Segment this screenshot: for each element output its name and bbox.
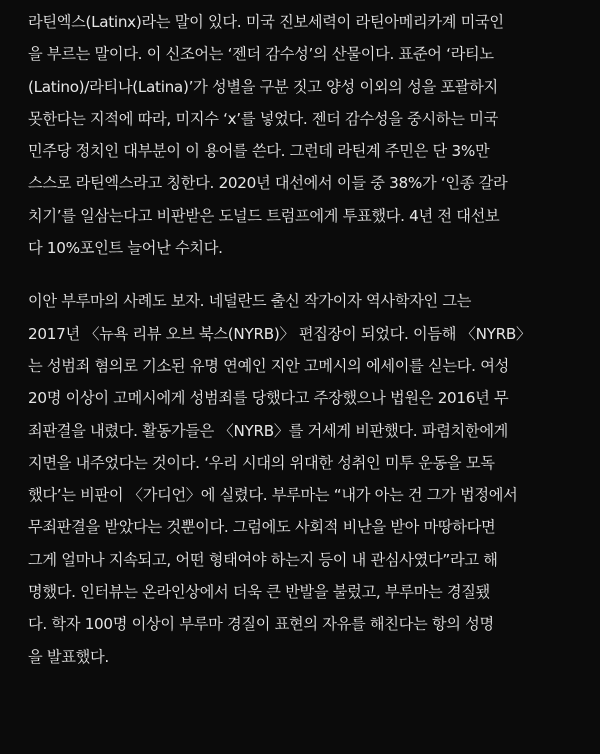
paragraph-buruma: [28, 285, 584, 673]
text-line: 지면을 내주었다는 것이다. ‘우리 시대의 위대한 성취인 미투 운동을 모독: [28, 453, 495, 472]
text-line: 치기’를 일삼는다고 비판받은 도널드 트럼프에게 투표했다. 4년 전 대선보: [28, 206, 500, 225]
text-line: 다. 학자 100명 이상이 부루마 경질이 표현의 자유를 해친다는 항의 성명: [28, 615, 494, 634]
text-line: 스스로 라틴엑스라고 칭한다. 2020년 대선에서 이들 중 38%가 ‘인종 갈라: [28, 174, 508, 193]
text-line: 는 성범죄 혐의로 기소된 유명 연예인 지안 고메시의 에세이를 싣는다. 여성: [28, 356, 509, 375]
text-line: 다 10%포인트 늘어난 수치다.: [28, 239, 223, 258]
text-line: 20명 이상이 고메시에게 성범죄를 당했다고 주장했으나 법원은 2016년 무: [28, 389, 509, 408]
text-line: 을 발표했다.: [28, 647, 109, 666]
text-line: 라틴엑스(Latinx)라는 말이 있다. 미국 진보세력이 라틴아메리카계 미국인: [28, 13, 504, 31]
text-line: 을 부르는 말이다. 이 신조어는 ‘젠더 감수성’의 산물이다. 표준어 ‘라티노: [28, 45, 494, 64]
text-line: 그게 얼마나 지속되고, 어떤 형태여야 하는지 등이 내 관심사였다”라고 해: [28, 550, 498, 569]
text-line: 이안 부루마의 사례도 보자. 네덜란드 출신 작가이자 역사학자인 그는: [28, 292, 472, 311]
text-line: (Latino)/라티나(Latina)’가 성별을 구분 짓고 양성 이외의 성을 포괄하지: [28, 77, 498, 96]
article-body: [28, 6, 584, 673]
text-line: 죄판결을 내렸다. 활동가들은 〈NYRB〉를 거세게 비판했다. 파렴치한에게: [28, 421, 509, 440]
text-line: 못한다는 지적에 따라, 미지수 ‘x’를 넣었다. 젠더 감수성을 중시하는 미국: [28, 109, 498, 128]
text-line: 명했다. 인터뷰는 온라인상에서 더욱 큰 반발을 불렀고, 부루마는 경질됐: [28, 583, 491, 602]
text-line: 2017년 〈뉴욕 리뷰 오브 북스(NYRB)〉 편집장이 되었다. 이듬해 〈NYRB〉: [28, 324, 531, 343]
paragraph-latinx: [28, 6, 584, 264]
text-line: 했다’는 비판이 〈가디언〉에 실렸다. 부루마는 “내가 아는 건 그가 법정에서: [28, 486, 518, 505]
text-line: 무죄판결을 받았다는 것뿐이다. 그럼에도 사회적 비난을 받아 마땅하다면: [28, 518, 496, 537]
text-line: 민주당 정치인 대부분이 이 용어를 쓴다. 그런데 라틴계 주민은 단 3%만: [28, 142, 490, 161]
